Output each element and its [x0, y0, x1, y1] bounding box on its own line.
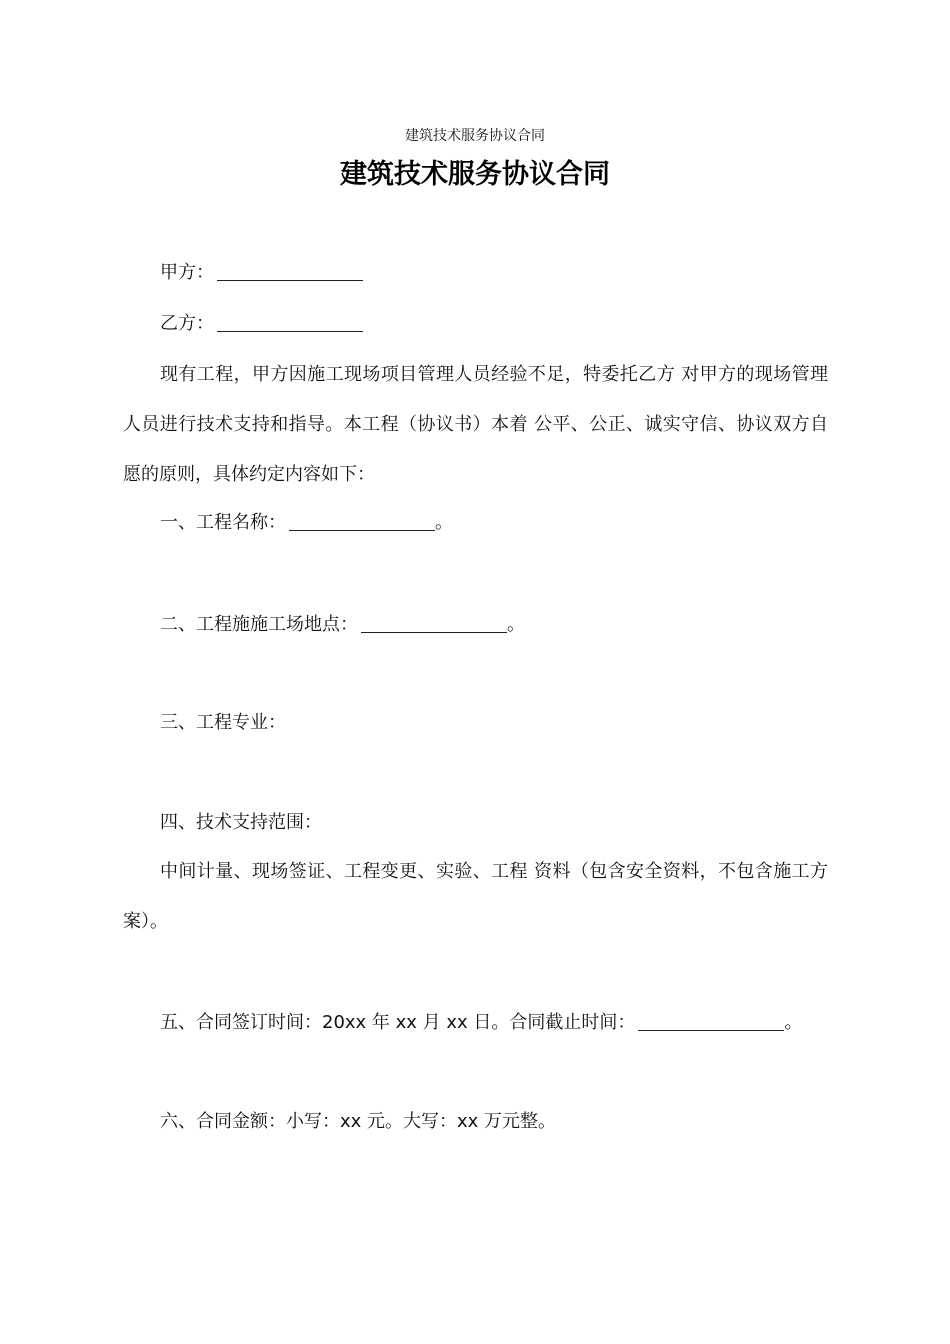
- item-sign-date-end: 。: [784, 1012, 803, 1033]
- running-header: 建筑技术服务协议合同: [405, 128, 545, 144]
- party-a-label: 甲方：: [160, 262, 214, 283]
- party-b-blank: [217, 315, 363, 332]
- party-b-label: 乙方：: [160, 313, 214, 334]
- document-title: 建筑技术服务协议合同: [340, 159, 610, 190]
- item-site-location-end: 。: [507, 614, 525, 635]
- support-scope-content: 中间计量、现场签证、工程变更、实验、工程 资料（包含安全资料，不包含施工方案）。: [123, 861, 828, 932]
- item-site-location-label: 二、工程施施工场地点：: [160, 614, 358, 635]
- end-date-blank: [638, 1014, 784, 1031]
- item-project-name-end: 。: [435, 512, 453, 533]
- party-a-line: [123, 248, 828, 298]
- item-sign-date-label: 五、合同签订时间：20xx 年 xx 月 xx 日。合同截止时间：: [160, 1012, 636, 1033]
- item-support-scope: 四、技术支持范围：: [160, 812, 322, 833]
- party-a-blank: [217, 264, 363, 281]
- site-location-blank: [361, 616, 507, 633]
- intro-paragraph: 现有工程，甲方因施工现场项目管理人员经验不足，特委托乙方 对甲方的现场管理人员进行技术支持和指导。本工程（协议书）本着 公平、公正、诚实守信、协议双方自愿的原则，具体约定内容如下：: [123, 364, 828, 485]
- project-name-blank: [289, 514, 435, 531]
- item-sign-date: [123, 998, 828, 1048]
- item-site-location: [123, 600, 828, 650]
- item-project-name-label: 一、工程名称：: [160, 512, 286, 533]
- item-contract-amount: 六、合同金额：小写：xx 元。大写：xx 万元整。: [160, 1111, 557, 1132]
- party-b-line: [123, 299, 828, 349]
- item-project-name: [123, 498, 828, 548]
- item-specialty: 三、工程专业：: [160, 712, 286, 733]
